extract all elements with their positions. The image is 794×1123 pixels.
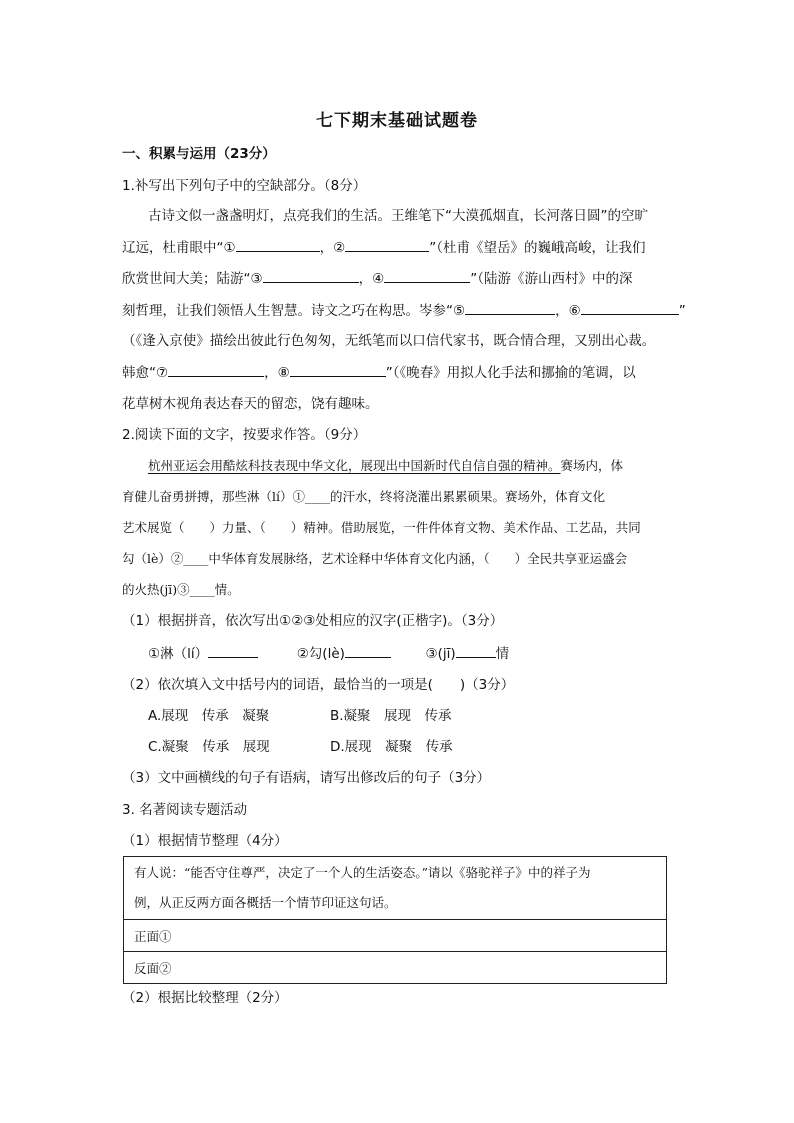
passage-line: 育健儿奋勇拼搏，那些淋（lí）①____的汗水，终将浇灌出累累硕果。赛场外，体育文化 <box>122 489 605 504</box>
table-row-positive[interactable]: 正面① <box>124 920 667 952</box>
blank-3[interactable] <box>263 268 359 283</box>
blank-7[interactable] <box>168 362 264 377</box>
q3-heading: 3. 名著阅读专题活动 <box>122 802 248 818</box>
section-heading: 一、积累与运用（23分） <box>122 146 276 162</box>
answer-blank-3[interactable] <box>456 643 496 658</box>
q1-text-line: （《逢入京使》描绘出彼此行色匆匆，无纸笔而以口信代家书，既合情合理，又别出心裁。 <box>122 333 656 349</box>
q1-text-line: 刻哲理，让我们领悟人生智慧。诗文之巧在构思。岑参“⑤ ，⑥ ” <box>122 300 686 321</box>
answer-line: ①淋（lí） ②勾(lè) ③(jī) 情 <box>148 643 509 664</box>
option-b[interactable]: B.凝聚 展现 传承 <box>330 708 452 724</box>
q1-text-line: 欣赏世间大美；陆游“③ ，④ ”（陆游《游山西村》中的深 <box>122 268 632 289</box>
plot-table <box>123 856 667 984</box>
q1-text-line: 韩愈“⑦ ，⑧ ”（《晚春》用拟人化手法和挪揄的笔调，以 <box>122 362 636 383</box>
passage-line: 艺术展览（ ）力量、（ ）精神。借助展览，一件件体育文物、美术作品、工艺品，共同 <box>122 520 641 535</box>
q3-sub2: （2）根据比较整理（2分） <box>122 990 288 1006</box>
q1-heading: 1.补写出下列句子中的空缺部分。（8分） <box>122 178 367 194</box>
q2-sub1: （1）根据拼音，依次写出①②③处相应的汉字(正楷字)。（3分） <box>122 613 504 629</box>
q1-text-line: 古诗文似一盏盏明灯，点亮我们的生活。王维笔下“大漠孤烟直，长河落日圆”的空旷 <box>148 208 648 224</box>
q2-sub3: （3）文中画横线的句子有语病，请写出修改后的句子（3分） <box>122 770 491 786</box>
answer-blank-2[interactable] <box>345 643 391 658</box>
table-row-negative[interactable]: 反面② <box>124 952 667 984</box>
q3-sub1: （1）根据情节整理（4分） <box>122 833 288 849</box>
underlined-sentence: 杭州亚运会用酷炫科技表现中华文化，展现出中国新时代自信自强的精神。 <box>148 458 561 473</box>
blank-5[interactable] <box>465 300 555 315</box>
blank-1[interactable] <box>236 237 320 252</box>
blank-8[interactable] <box>290 362 386 377</box>
page-title: 七下期末基础试题卷 <box>316 111 478 131</box>
table-question-cell: 有人说：“能否守住尊严，决定了一个人的生活姿态。”请以《骆驼祥子》中的祥子为 例，从正反两方面各概括一个情节印证这句话。 <box>124 857 667 920</box>
answer-blank-1[interactable] <box>208 643 258 658</box>
q2-sub2: （2）依次填入文中括号内的词语，最恰当的一项是( )（3分） <box>122 677 515 693</box>
passage-line: 的火热(jī)③____情。 <box>122 582 240 597</box>
option-c[interactable]: C.凝聚 传承 展现 <box>148 739 270 755</box>
q2-heading: 2.阅读下面的文字，按要求作答。（9分） <box>122 427 367 443</box>
blank-2[interactable] <box>345 237 429 252</box>
q1-text-line: 辽远，杜甫眼中“① ，② ”（杜甫《望岳》的巍峨高峻，让我们 <box>122 237 645 258</box>
q1-text-line: 花草树木视角表达春天的留恋，饶有趣味。 <box>122 396 379 412</box>
passage-line: 杭州亚运会用酷炫科技表现中华文化，展现出中国新时代自信自强的精神。赛场内，体 <box>148 458 624 473</box>
option-d[interactable]: D.展现 凝聚 传承 <box>330 739 453 755</box>
option-a[interactable]: A.展现 传承 凝聚 <box>148 708 270 724</box>
blank-6[interactable] <box>581 300 679 315</box>
passage-line: 勾（lè）②____中华体育发展脉络，艺术诠释中华体育文化内涵，（ ）全民共享亚运盛会 <box>122 551 628 566</box>
blank-4[interactable] <box>384 268 470 283</box>
